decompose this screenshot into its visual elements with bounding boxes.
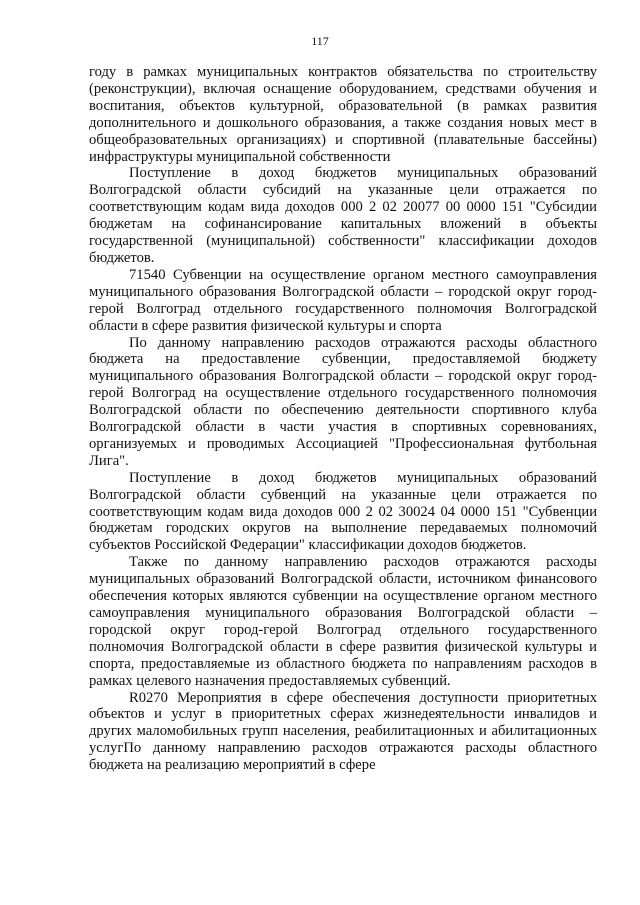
paragraph: Также по данному направлению расходов отражаются расходы муниципальных образований Волгоградской области, источником финансового обеспечения которых являются субвенции на осуществление органом местного самоуправления муниципального образования Волгоградской области – городской округ город-герой Волгоград отдельного государственного полномочия Волгоградской области в сфере развития физической культуры и спорта, предоставляемые из областного бюджета по направлениям расходов в рамках целевого назначения предоставляемых субвенций. xyxy=(89,554,597,689)
paragraph: Поступление в доход бюджетов муниципальных образований Волгоградской области субсидий на указанные цели отражается по соответствующим кодам вида доходов 000 2 02 20077 00 0000 151 "Субсидии бюджетам на софинансирование капитальных вложений в объекты государственной (муниципальной) собственности" классификации доходов бюджетов. xyxy=(89,165,597,266)
document-body xyxy=(89,64,597,774)
paragraph: 71540 Субвенции на осуществление органом местного самоуправления муниципального образования Волгоградской области – городской округ город-герой Волгоград отдельного государственного полномочия Волгоградской области в сфере развития физической культуры и спорта xyxy=(89,266,597,334)
page-number: 117 xyxy=(311,34,329,48)
paragraph: R0270 Мероприятия в сфере обеспечения доступности приоритетных объектов и услуг в приоритетных сферах жизнедеятельности инвалидов и других маломобильных групп населения, реабилитационных и абилитационных услугПо данному направлению расходов отражаются расходы областного бюджета на реализацию мероприятий в сфере xyxy=(89,689,597,774)
paragraph: По данному направлению расходов отражаются расходы областного бюджета на предоставление субвенции, предоставляемой бюджету муниципального образования Волгоградской области – городской округ город-герой Волгоград на осуществление отдельного государственного полномочия Волгоградской области по обеспечению деятельности спортивного клуба Волгоградской области в части участия в спортивных соревнованиях, организуемых и проводимых Ассоциацией "Профессиональная футбольная Лига". xyxy=(89,334,597,469)
paragraph: году в рамках муниципальных контрактов обязательства по строительству (реконструкции), включая оснащение оборудованием, средствами обучения и воспитания, объектов культурной, образовательной (в рамках развития дополнительного и дошкольного образования, а также создания новых мест в общеобразовательных организациях) и спортивной (плавательные бассейны) инфраструктуры муниципальной собственности xyxy=(89,64,597,165)
paragraph: Поступление в доход бюджетов муниципальных образований Волгоградской области субвенций на указанные цели отражается по соответствующим кодам вида доходов 000 2 02 30024 04 0000 151 "Субвенции бюджетам городских округов на выполнение передаваемых полномочий субъектов Российской Федерации" классификации доходов бюджетов. xyxy=(89,469,597,554)
